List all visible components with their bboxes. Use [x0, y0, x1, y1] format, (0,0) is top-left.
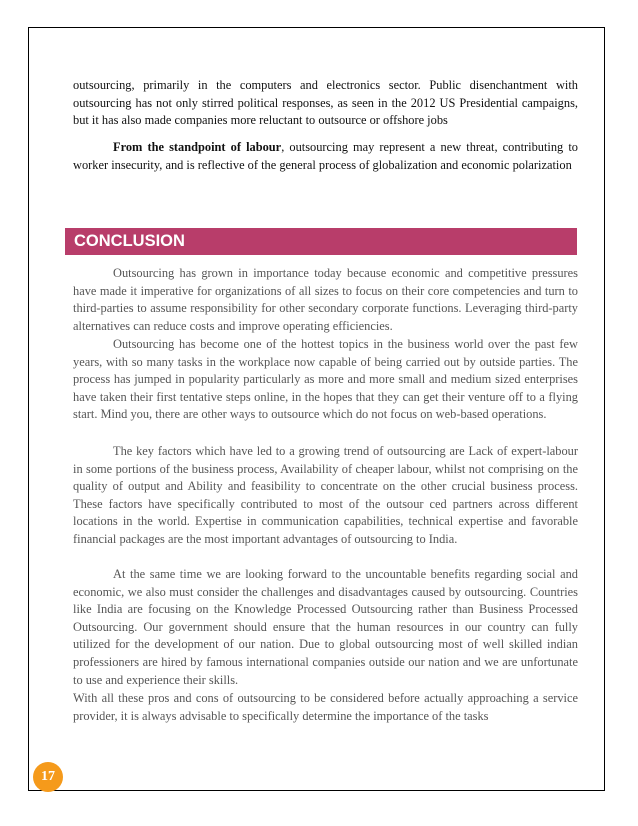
conclusion-paragraph-3: The key factors which have led to a growing trend of outsourcing are Lack of expert-labour in some portions of the business process, Availability of cheaper labour, whilst not comprising on the quality of output and Ability and feasibility to concentrate on the other crucial business process. These factors have specifically contributed to most of the outsour ced partners across different locations in the world. Expertise in communication capabilities, technical expertise and favorable financial packages are the most important advantages of outsourcing to India. [73, 444, 578, 546]
labour-lead: From the standpoint of labour [113, 140, 282, 154]
conclusion-heading: CONCLUSION [65, 228, 577, 255]
conclusion-paragraph-5: With all these pros and cons of outsourcing to be considered before actually approaching a service provider, it is always advisable to specifically determine the importance of the tasks [73, 691, 578, 723]
conclusion-paragraph-2: Outsourcing has become one of the hottest topics in the business world over the past few years, with so many tasks in the workplace now capable of being carried out by outside parties. The process has jumped in popularity particularly as more and more small and medium sized enterprises have taken their first tentative steps online, in the hopes that they can get their venture off to a flying start. Mind you, there are other ways to outsource which do not focus on web-based operations. [73, 337, 578, 422]
conclusion-paragraph-4: At the same time we are looking forward to the uncountable benefits regarding social and economic, we also must consider the challenges and disadvantages caused by outsourcing. Countries like India are focusing on the Knowledge Processed Outsourcing rather than Business Processed Outsourcing. Our government should ensure that the human resources in our country can fully utilized for the development of our nation. Due to global outsourcing most of well skilled indian professioners are hired by famous international companies outside our nation and we are unfortunate to use and experience their skills. [73, 567, 578, 687]
labour-paragraph [73, 139, 578, 174]
labour-text: , outsourcing may represent a new threat, contributing to worker insecurity, and is reflective of the general process of globalization and economic polarization [73, 140, 578, 172]
intro-paragraph: outsourcing, primarily in the computers and electronics sector. Public disenchantment with outsourcing has not only stirred political responses, as seen in the 2012 US Presidential campaigns, but it has also made companies more reluctant to outsource or offshore jobs [73, 78, 578, 128]
page-number-badge: 17 [33, 762, 63, 792]
conclusion-paragraph-1: Outsourcing has grown in importance today because economic and competitive pressures have made it imperative for organizations of all sizes to focus on their core competencies and turn to third-parties to assume responsibility for other secondary corporate functions. Leveraging third-party alternatives can reduce costs and improve operating efficiencies. [73, 266, 578, 333]
